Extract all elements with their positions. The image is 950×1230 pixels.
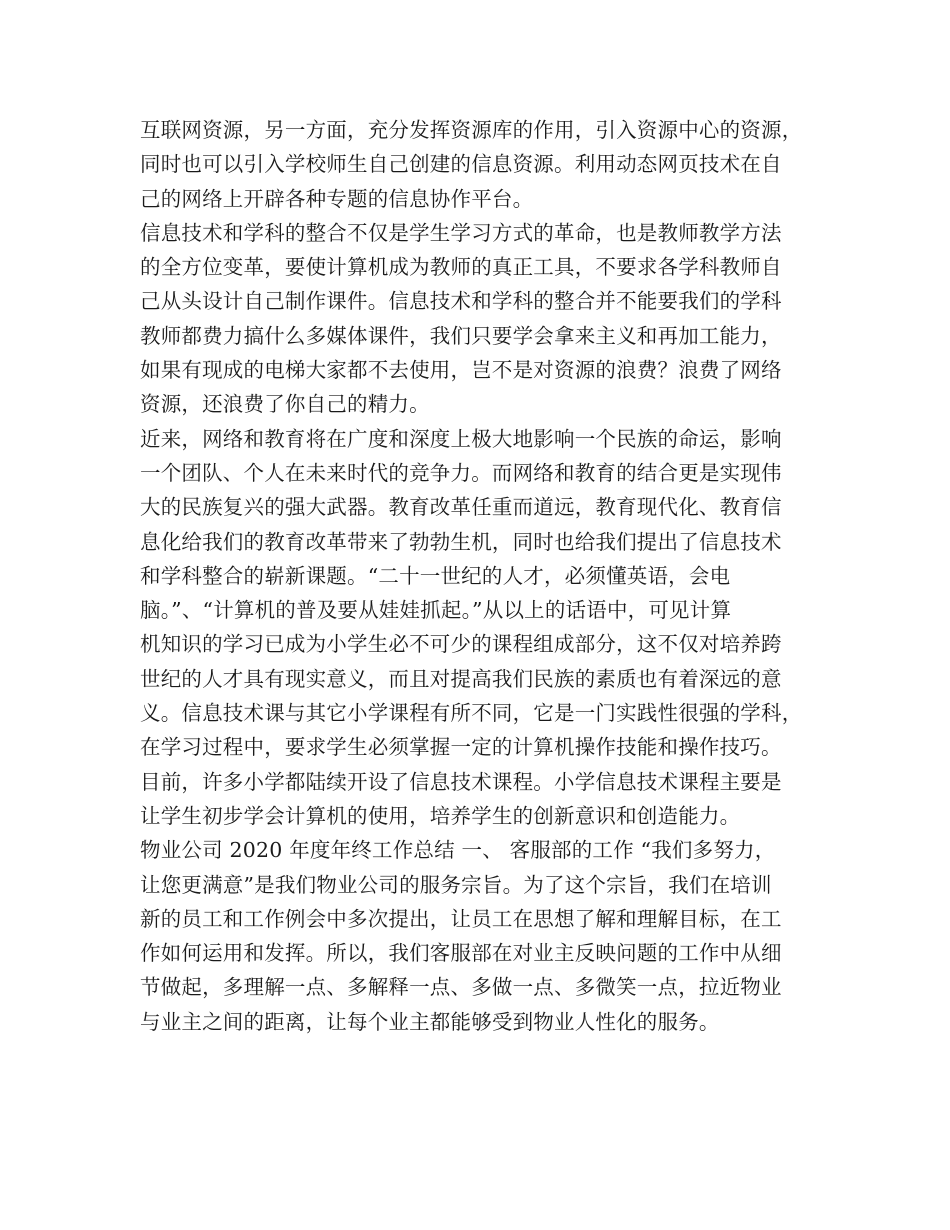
text-line: 让学生初步学会计算机的使用，培养学生的创新意识和创造能力。 xyxy=(140,803,741,828)
text-line: 世纪的人才具有现实意义，而且对提高我们民族的素质也有着深远的意 xyxy=(140,666,782,691)
text-line: 目前，许多小学都陆续开设了信息技术课程。小学信息技术课程主要是 xyxy=(140,769,782,794)
text-line: 与业主之间的距离，让每个业主都能够受到物业人性化的服务。 xyxy=(140,1009,720,1034)
text-line: 的全方位变革，要使计算机成为教师的真正工具，不要求各学科教师自 xyxy=(140,255,782,280)
text-line: 息化给我们的教育改革带来了勃勃生机，同时也给我们提出了信息技术 xyxy=(140,529,782,554)
text-line: 资源，还浪费了你自己的精力。 xyxy=(140,392,430,417)
text-line: 机知识的学习已成为小学生必不可少的课程组成部分，这不仅对培养跨 xyxy=(140,632,782,657)
text-line: 己从头设计自己制作课件。信息技术和学科的整合并不能要我们的学科 xyxy=(140,289,782,314)
text-line: 作如何运用和发挥。所以，我们客服部在对业主反映问题的工作中从细 xyxy=(140,941,782,966)
text-line: 如果有现成的电梯大家都不去使用，岂不是对资源的浪费？浪费了网络 xyxy=(140,358,782,383)
text-line: 在学习过程中，要求学生必须掌握一定的计算机操作技能和操作技巧。 xyxy=(140,735,782,760)
text-line: 近来，网络和教育将在广度和深度上极大地影响一个民族的命运，影响 xyxy=(140,426,782,451)
text-line: 让您更满意”是我们物业公司的服务宗旨。为了这个宗旨，我们在培训 xyxy=(140,872,772,897)
document-body xyxy=(140,113,830,1039)
text-line: 脑。”、“计算机的普及要从娃娃抓起。”从以上的话语中，可见计算 xyxy=(140,598,732,623)
text-line: 节做起，多理解一点、多解释一点、多做一点、多微笑一点，拉近物业 xyxy=(140,975,782,1000)
text-line: 和学科整合的崭新课题。“二十一世纪的人才，必须懂英语，会电 xyxy=(140,563,731,588)
text-line: 一个团队、个人在未来时代的竞争力。而网络和教育的结合更是实现伟 xyxy=(140,460,782,485)
text-line: 教师都费力搞什么多媒体课件，我们只要学会拿来主义和再加工能力， xyxy=(140,323,782,348)
text-line: 义。信息技术课与其它小学课程有所不同，它是一门实践性很强的学科， xyxy=(140,701,803,726)
text-line: 新的员工和工作例会中多次提出，让员工在思想了解和理解目标，在工 xyxy=(140,906,782,931)
text-line: 大的民族复兴的强大武器。教育改革任重而道远，教育现代化、教育信 xyxy=(140,495,782,520)
text-line: 物业公司 2020 年度年终工作总结 一、 客服部的工作 “我们多努力， xyxy=(140,838,776,863)
text-line: 同时也可以引入学校师生自己创建的信息资源。利用动态网页技术在自 xyxy=(140,152,782,177)
text-line: 己的网络上开辟各种专题的信息协作平台。 xyxy=(140,186,534,211)
text-line: 信息技术和学科的整合不仅是学生学习方式的革命，也是教师教学方法 xyxy=(140,220,782,245)
text-line: 互联网资源，另一方面，充分发挥资源库的作用，引入资源中心的资源， xyxy=(140,118,803,142)
